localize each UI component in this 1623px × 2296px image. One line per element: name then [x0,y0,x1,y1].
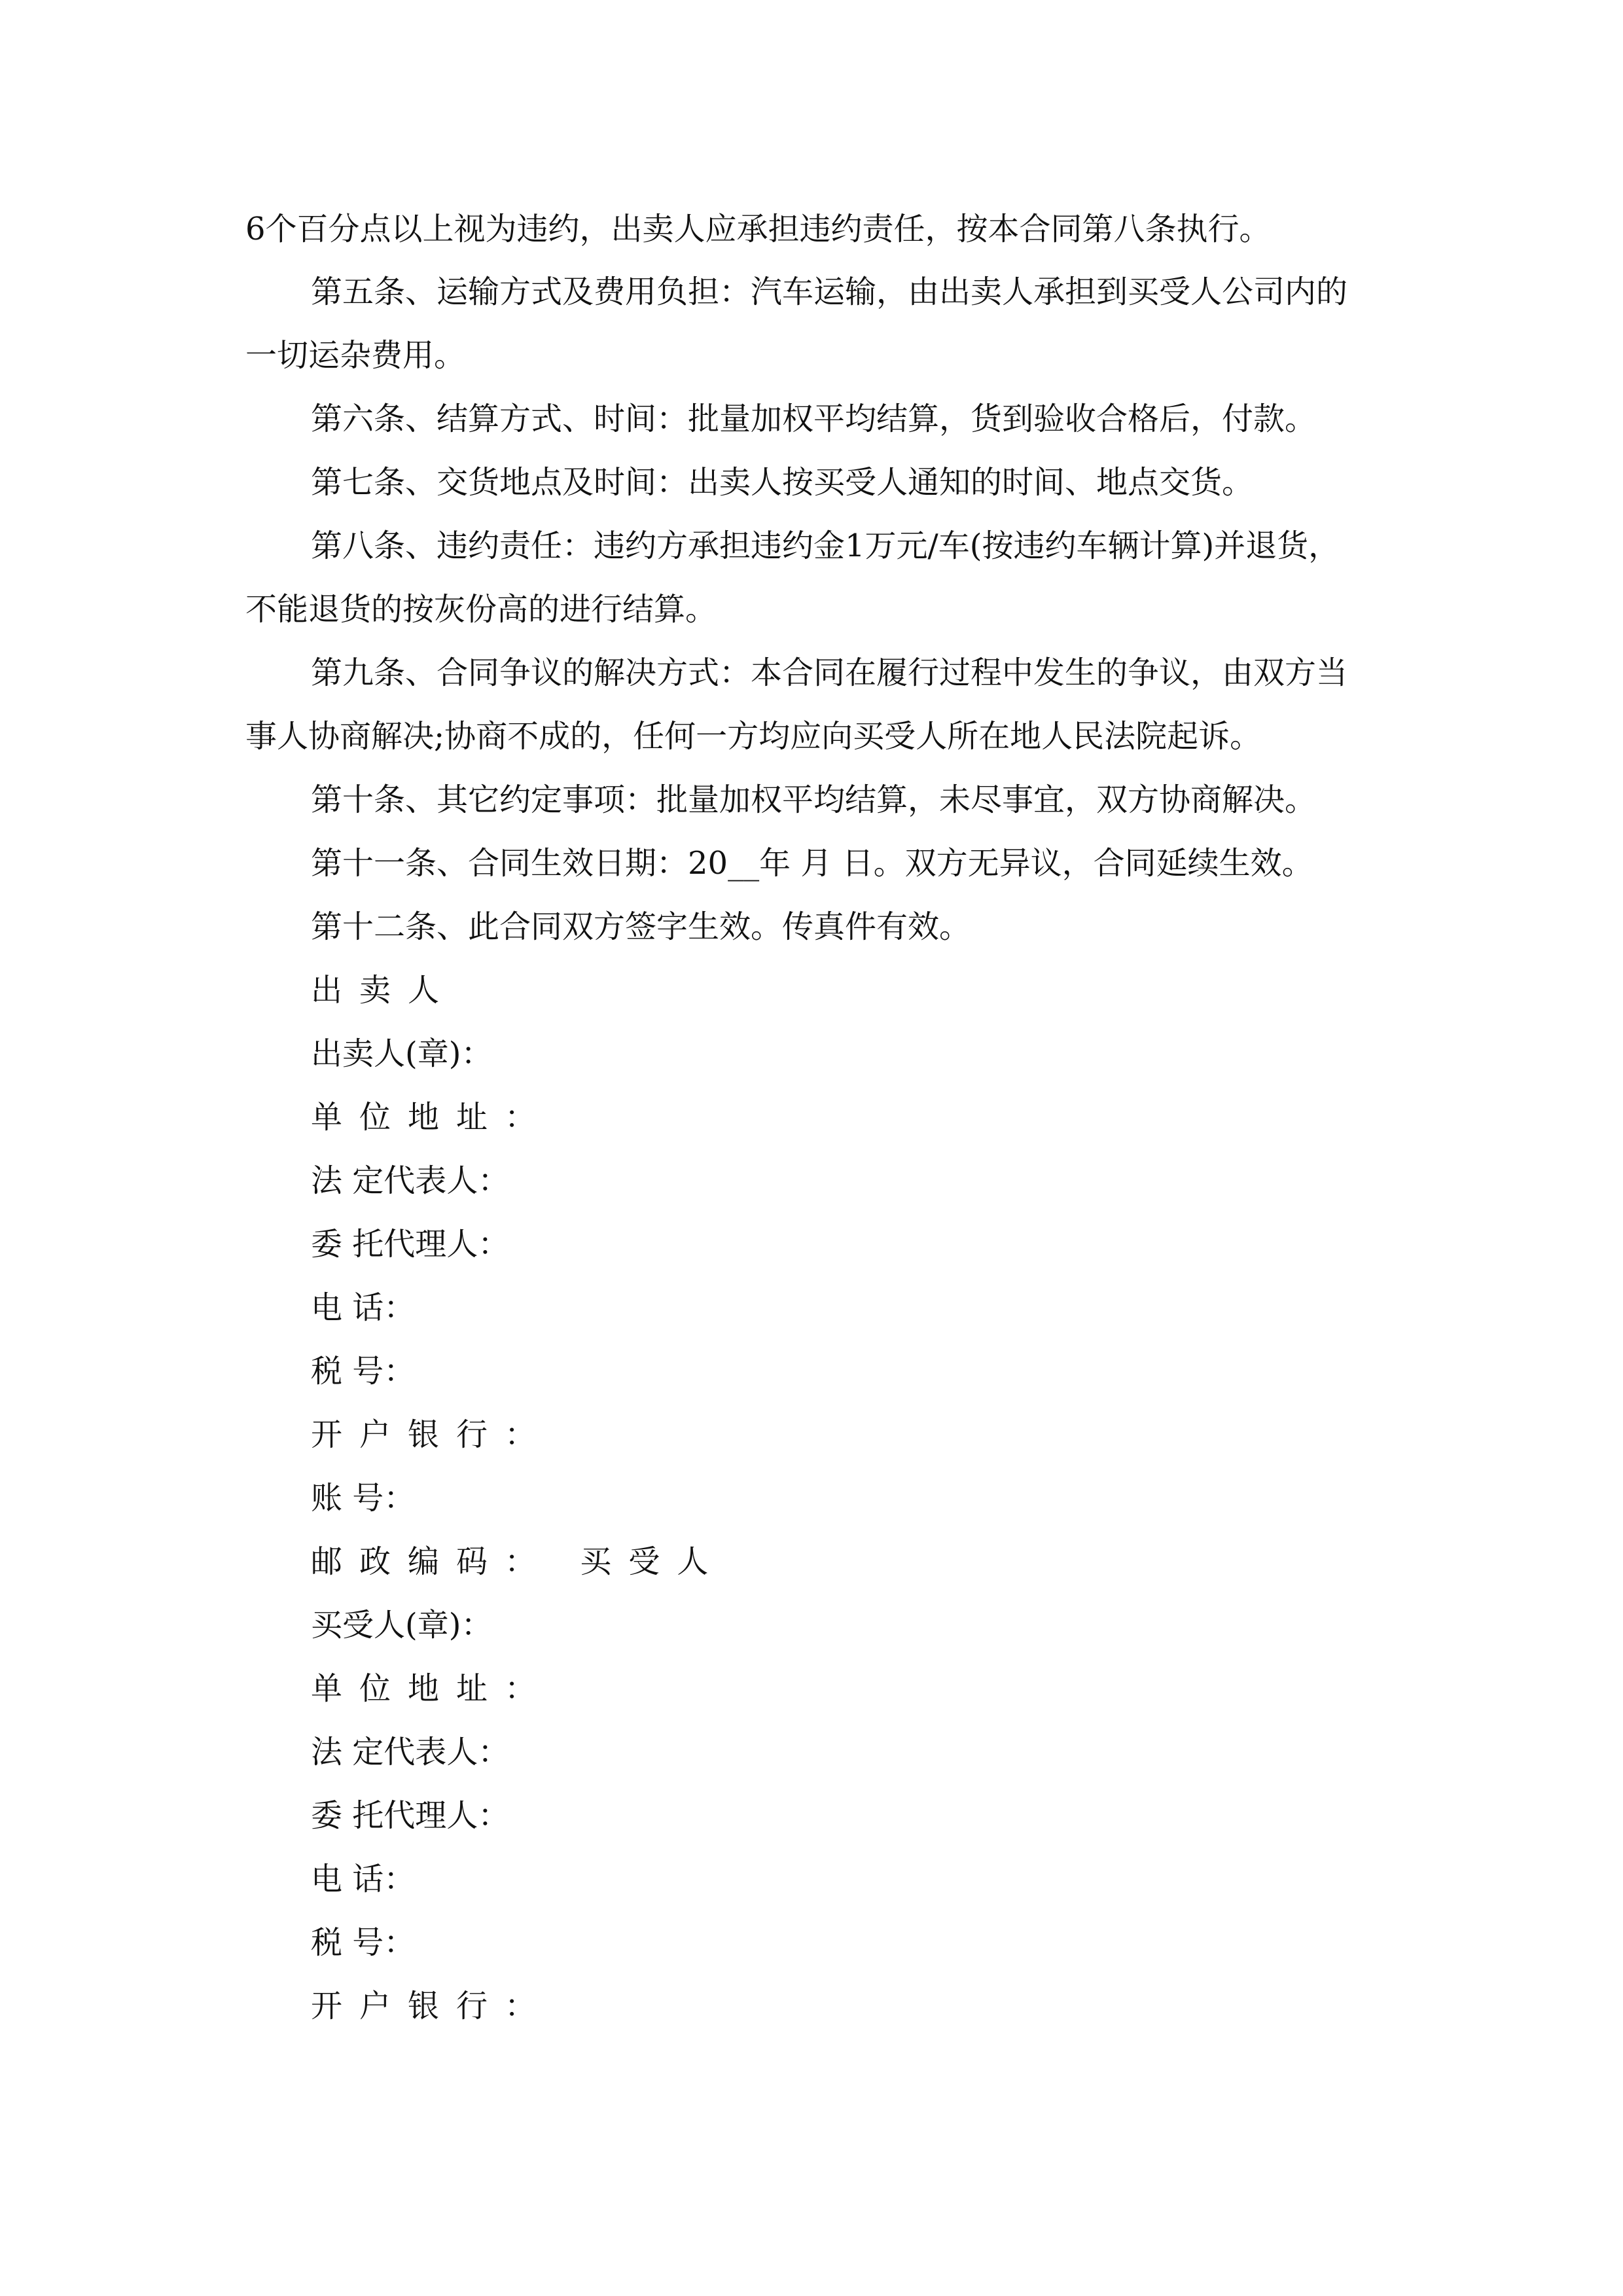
clause-5-line-1: 第五条、运输方式及费用负担：汽车运输，由出卖人承担到买受人公司内的 [311,274,1348,310]
buyer-seal-field: 买受人(章)： [311,1607,493,1643]
clause-11: 第十一条、合同生效日期：20__年 月 日。双方无异议，合同延续生效。 [311,845,1313,882]
clause-9-line-2: 事人协商解决;协商不成的，任何一方均应向买受人所在地人民法院起诉。 [245,718,1262,755]
clause-7: 第七条、交货地点及时间：出卖人按买受人通知的时间、地点交货。 [311,464,1254,501]
clause-6: 第六条、结算方式、时间：批量加权平均结算，货到验收合格后，付款。 [311,401,1317,437]
seller-tax-field: 税 号： [311,1353,416,1390]
buyer-agent-field: 委 托代理人： [311,1797,510,1834]
seller-seal-field: 出卖人(章)： [311,1035,493,1072]
clause-12: 第十二条、此合同双方签字生效。传真件有效。 [311,908,971,945]
clause-8-line-2: 不能退货的按灰份高的进行结算。 [245,591,717,628]
seller-address-field: 单位地址： [311,1099,554,1136]
clause-9-line-1: 第九条、合同争议的解决方式：本合同在履行过程中发生的争议，由双方当 [311,655,1348,691]
buyer-tax-field: 税 号： [311,1924,416,1961]
buyer-address-field: 单位地址： [311,1670,554,1707]
seller-heading: 出卖人 [311,972,457,1009]
clause-5-line-2: 一切运杂费用。 [245,337,466,374]
postal-code-and-buyer-heading: 邮政编码： 买受人 [311,1543,726,1580]
clause-10: 第十条、其它约定事项：批量加权平均结算，未尽事宜，双方协商解决。 [311,781,1317,818]
seller-bank-field: 开户银行： [311,1416,554,1453]
buyer-bank-field: 开户银行： [311,1988,554,2024]
clause-8-line-1: 第八条、违约责任：违约方承担违约金1万元/车(按违约车辆计算)并退货， [311,528,1340,564]
seller-account-field: 账 号： [311,1480,416,1516]
clause-4-continuation: 6个百分点以上视为违约，出卖人应承担违约责任，按本合同第八条执行。 [245,211,1271,247]
seller-agent-field: 委 托代理人： [311,1226,510,1263]
seller-legal-rep-field: 法 定代表人： [311,1162,510,1199]
buyer-legal-rep-field: 法 定代表人： [311,1734,510,1770]
buyer-phone-field: 电 话： [311,1861,416,1897]
seller-phone-field: 电 话： [311,1289,416,1326]
